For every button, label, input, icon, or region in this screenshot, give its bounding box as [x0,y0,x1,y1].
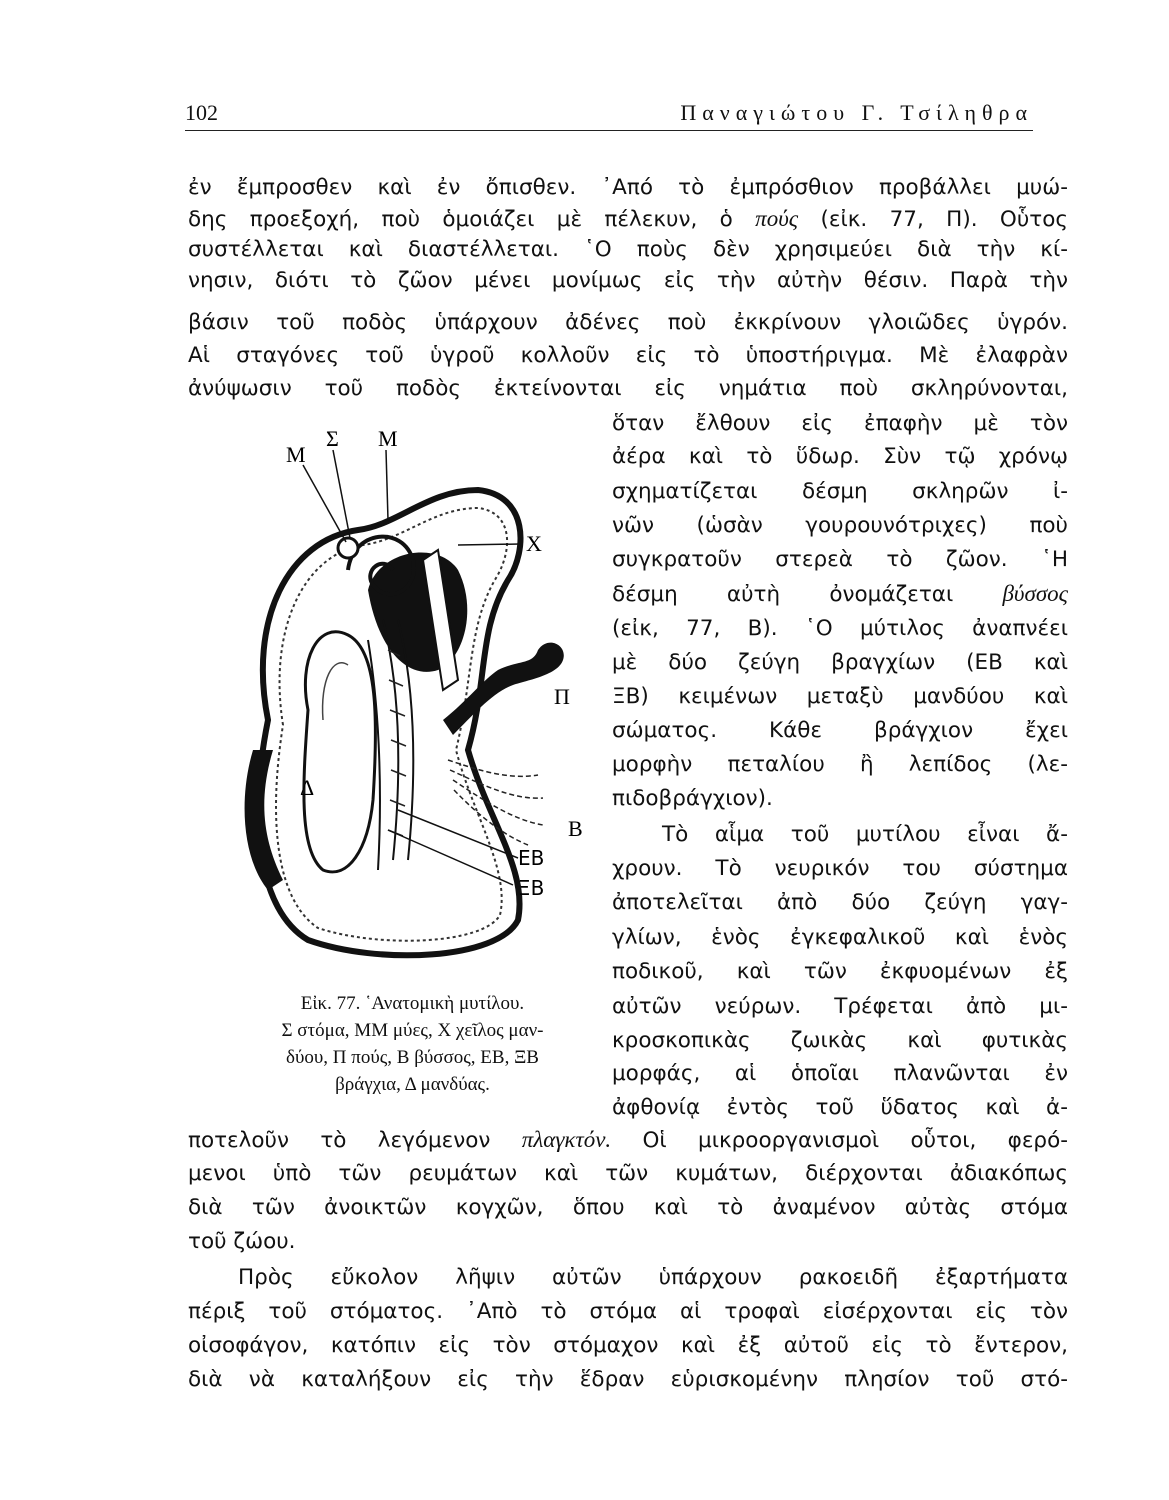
page-header [185,100,1033,131]
label-beta: Β [568,816,583,841]
text-line: τοῦ ζώου. [188,1229,296,1254]
text-line: πέριξ τοῦ στόματος. ᾿Απὸ τὸ στόμα αἱ τροφαὶ εἰσέρχονται εἰς τὸν [188,1299,1068,1324]
text-line: βάσιν τοῦ ποδὸς ὑπάρχουν ἀδένες ποὺ ἐκκρίνουν γλοιῶδες ὑγρόν. [188,310,1068,335]
caption-line: Σ στόμα, ΜΜ μύες, Χ χεῖλος μαν- [281,1020,544,1041]
text-line: Πρὸς εὔκολον λῆψιν αὐτῶν ὑπάρχουν ρακοειδῆ ἐξαρτήματα [238,1265,1068,1290]
mussel-anatomy-figure [228,420,600,990]
page-number: 102 [185,100,218,125]
label-xb: ΞΒ [518,876,545,900]
text-line: γλίων, ἑνὸς ἐγκεφαλικοῦ καὶ ἑνὸς [612,925,1068,950]
text-line: νῶν (ὡσὰν γουρουνότριχες) ποὺ [612,513,1068,538]
text-line: ἀνύψωσιν τοῦ ποδὸς ἐκτείνονται εἰς νημάτια ποὺ σκληρύνονται, [188,376,1068,401]
text-line: ΞΒ) κειμένων μεταξὺ μανδύου καὶ [612,684,1068,709]
text-line: (εἰκ, 77, Β). ῾Ο μύτιλος ἀναπνέει [612,616,1068,641]
running-head: Παναγιώτου Γ. Τσίληθρα [680,100,1033,125]
text-line: ἀέρα καὶ τὸ ὕδωρ. Σὺν τῷ χρόνῳ [612,444,1068,469]
italic-term: βύσσος [1002,581,1068,606]
text-line: ποτελοῦν τὸ λεγόμενον πλαγκτόν. Οἱ μικροοργανισμοὶ οὗτοι, φερό- [188,1127,1068,1153]
text-line: νησιν, διότι τὸ ζῶον μένει μονίμως εἰς τὴν αὐτὴν θέσιν. Παρὰ τὴν [188,268,1068,293]
text-line: κροσκοπικὰς ζωικὰς καὶ φυτικὰς [612,1028,1068,1053]
label-pi: Π [554,684,570,709]
text-line: μορφὴν πεταλίου ἢ λεπίδος (λε- [612,752,1068,777]
text-line: μορφάς, αἱ ὁποῖαι πλανῶνται ἐν [612,1061,1068,1086]
text-line: διὰ τῶν ἀνοικτῶν κογχῶν, ὅπου καὶ τὸ ἀναμένον αὐτὰς στόμα [188,1195,1068,1220]
text-line: Αἱ σταγόνες τοῦ ὑγροῦ κολλοῦν εἰς τὸ ὑποστήριγμα. Μὲ ἐλαφρὰν [188,343,1068,368]
text-line: πιδοβράγχιον). [612,786,773,811]
figure-caption [225,990,600,1098]
text-line: σχηματίζεται δέσμη σκληρῶν ἰ- [612,479,1068,504]
italic-term: πλαγκτόν. [521,1127,612,1152]
label-sigma: Σ [326,426,339,451]
text-line: Τὸ αἷμα τοῦ μυτίλου εἶναι ἄ- [662,822,1068,847]
italic-term: πούς [755,206,799,231]
text-line: ἀποτελεῖται ἀπὸ δύο ζεύγη γαγ- [612,890,1068,915]
text-line: ποδικοῦ, καὶ τῶν ἐκφυομένων ἐξ [612,959,1068,984]
caption-line: Εἰκ. 77. ῾Ανατομικὴ μυτίλου. [300,993,525,1014]
label-m-right: Μ [378,426,398,451]
text-line: συστέλλεται καὶ διαστέλλεται. ῾Ο ποὺς δὲν χρησιμεύει διὰ τὴν κί- [188,237,1068,262]
label-m-left: Μ [286,442,306,467]
text-line: δης προεξοχή, ποὺ ὁμοιάζει μὲ πέλεκυν, ὁ πούς (εἰκ. 77, Π). Οὗτος [188,206,1068,232]
text-line: χρουν. Τὸ νευρικόν του σύστημα [612,856,1068,881]
caption-line: δύου, Π πούς, Β βύσσος, ΕΒ, ΞΒ [286,1047,539,1068]
text-line: ἀφθονίᾳ ἐντὸς τοῦ ὕδατος καὶ ἀ- [612,1095,1068,1120]
text-line: ὅταν ἔλθουν εἰς ἐπαφὴν μὲ τὸν [612,411,1068,436]
text-line: σώματος. Κάθε βράγχιον ἔχει [612,718,1068,743]
label-chi: Χ [526,531,542,556]
text-line: συγκρατοῦν στερεὰ τὸ ζῶον. ῾Η [612,547,1068,572]
caption-line: βράγχια, Δ μανδύας. [335,1074,490,1095]
label-delta: Δ [300,775,315,800]
text-line: μὲ δύο ζεύγη βραγχίων (ΕΒ καὶ [612,650,1068,675]
text-line: ἐν ἔμπροσθεν καὶ ἐν ὄπισθεν. ᾿Από τὸ ἐμπρόσθιον προβάλλει μυώ- [188,175,1068,200]
text-line: αὐτῶν νεύρων. Τρέφεται ἀπὸ μι- [612,994,1068,1019]
text-line: διὰ νὰ καταλήξουν εἰς τὴν ἕδραν εὑρισκομένην πλησίον τοῦ στό- [188,1367,1068,1392]
mussel-illustration [228,420,600,990]
text-line: μενοι ὑπὸ τῶν ρευμάτων καὶ τῶν κυμάτων, διέρχονται ἀδιακόπως [188,1161,1068,1186]
label-eb: ΕΒ [518,846,545,870]
text-line: δέσμη αὐτὴ ὀνομάζεται βύσσος [612,581,1068,607]
text-line: οἰσοφάγον, κατόπιν εἰς τὸν στόμαχον καὶ ἐξ αὐτοῦ εἰς τὸ ἔντερον, [188,1333,1068,1358]
